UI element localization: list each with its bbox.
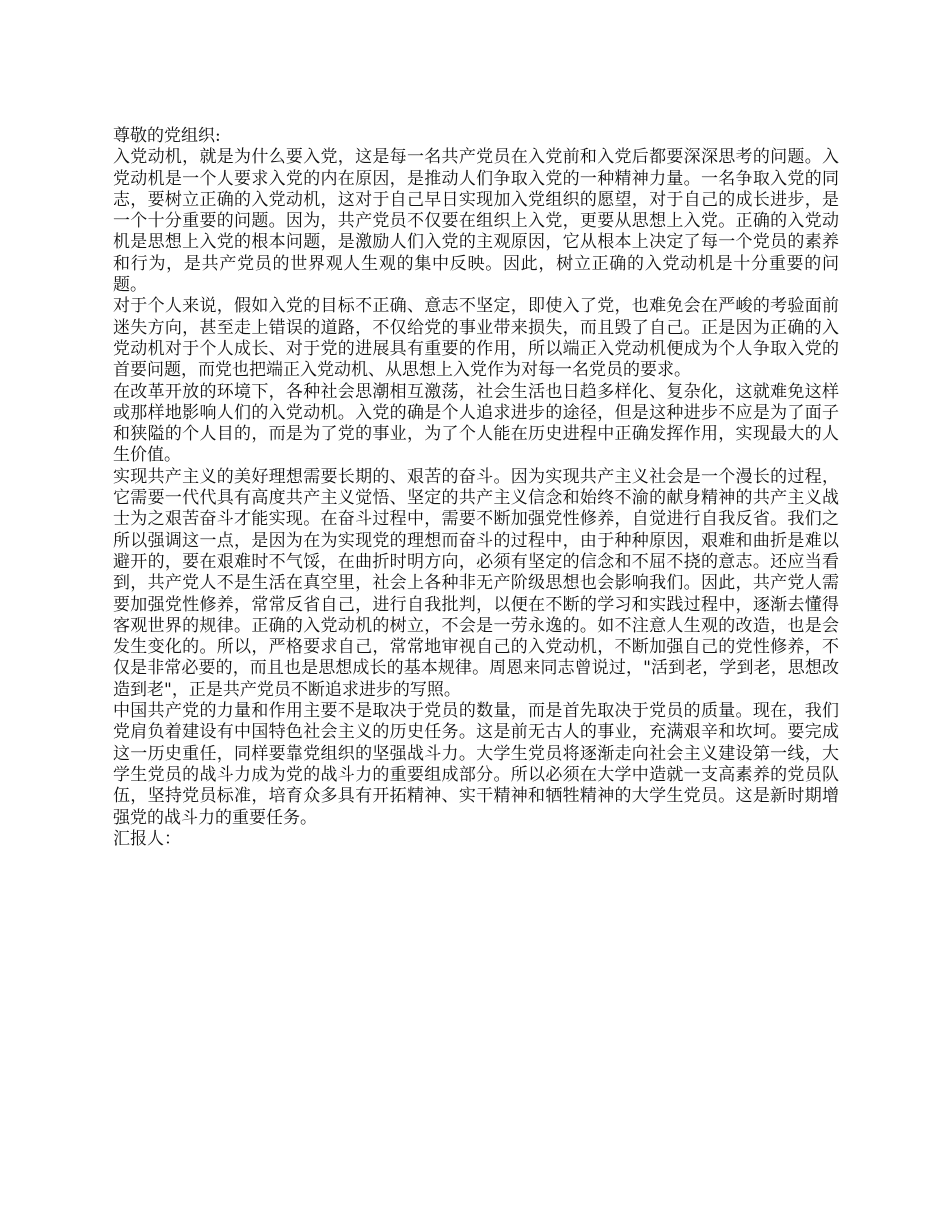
paragraph-reform-environment: 在改革开放的环境下，各种社会思潮相互激荡，社会生活也日趋多样化、复杂化，这就难免这样或那样地影响人们的入党动机。入党的确是个人追求进步的途径，但是这种进步不应是为了面子和狭隘的个人目的，而是为了党的事业，为了个人能在历史进程中正确发挥作用，实现最大的人生价值。 xyxy=(113,381,839,466)
paragraph-personal-importance: 对于个人来说，假如入党的目标不正确、意志不坚定，即使入了党，也难免会在严峻的考验面前迷失方向，甚至走上错误的道路，不仅给党的事业带来损失，而且毁了自己。正是因为正确的入党动机对于个人成长、对于党的进展具有重要的作用，所以端正入党动机便成为个人争取入党的首要问题，而党也把端正入党动机、从思想上入党作为对每一名党员的要求。 xyxy=(113,296,839,381)
paragraph-party-quality: 中国共产党的力量和作用主要不是取决于党员的数量，而是首先取决于党员的质量。现在，我们党肩负着建设有中国特色社会主义的历史任务。这是前无古人的事业，充满艰辛和坎坷。要完成这一历史重任，同样要靠党组织的坚强战斗力。大学生党员将逐渐走向社会主义建设第一线，大学生党员的战斗力成为党的战斗力的重要组成部分。所以必须在大学中造就一支高素养的党员队伍，坚持党员标准，培育众多具有开拓精神、实干精神和牺牲精神的大学生党员。这是新时期增强党的战斗力的重要任务。 xyxy=(113,701,839,828)
document-body xyxy=(113,126,839,850)
salutation: 尊敬的党组织: xyxy=(113,126,221,146)
paragraph-communist-struggle: 实现共产主义的美好理想需要长期的、艰苦的奋斗。因为实现共产主义社会是一个漫长的过程，它需要一代代具有高度共产主义觉悟、坚定的共产主义信念和始终不渝的献身精神的共产主义战士为之艰苦奋斗才能实现。在奋斗过程中，需要不断加强党性修养，自觉进行自我反省。我们之所以强调这一点，是因为在为实现党的理想而奋斗的过程中，由于种种原因，艰难和曲折是难以避开的，要在艰难时不气馁，在曲折时明方向，必须有坚定的信念和不屈不挠的意志。还应当看到，共产党人不是生活在真空里，社会上各种非无产阶级思想也会影响我们。因此，共产党人需要加强党性修养，常常反省自己，进行自我批判，以便在不断的学习和实践过程中，逐渐去懂得客观世界的规律。正确的入党动机的树立，不会是一劳永逸的。如不注意人生观的改造，也是会发生变化的。所以，严格要求自己，常常地审视自己的入党动机，不断加强自己的党性修养，不仅是非常必要的，而且也是思想成长的基本规律。周恩来同志曾说过，"活到老，学到老，思想改造到老"，正是共产党员不断追求进步的写照。 xyxy=(113,466,839,700)
signature-line: 汇报人： xyxy=(113,828,181,849)
paragraph-motive-definition: 入党动机，就是为什么要入党，这是每一名共产党员在入党前和入党后都要深深思考的问题。入党动机是一个人要求入党的内在原因，是推动人们争取入党的一种精神力量。一名争取入党的同志，要树立正确的入党动机，这对于自己早日实现加入党组织的愿望，对于自己的成长进步，是一个十分重要的问题。因为，共产党员不仅要在组织上入党，更要从思想上入党。正确的入党动机是思想上入党的根本问题，是激励人们入党的主观原因，它从根本上决定了每一个党员的素养和行为，是共产党员的世界观人生观的集中反映。因此，树立正确的入党动机是十分重要的问题。 xyxy=(113,147,839,296)
